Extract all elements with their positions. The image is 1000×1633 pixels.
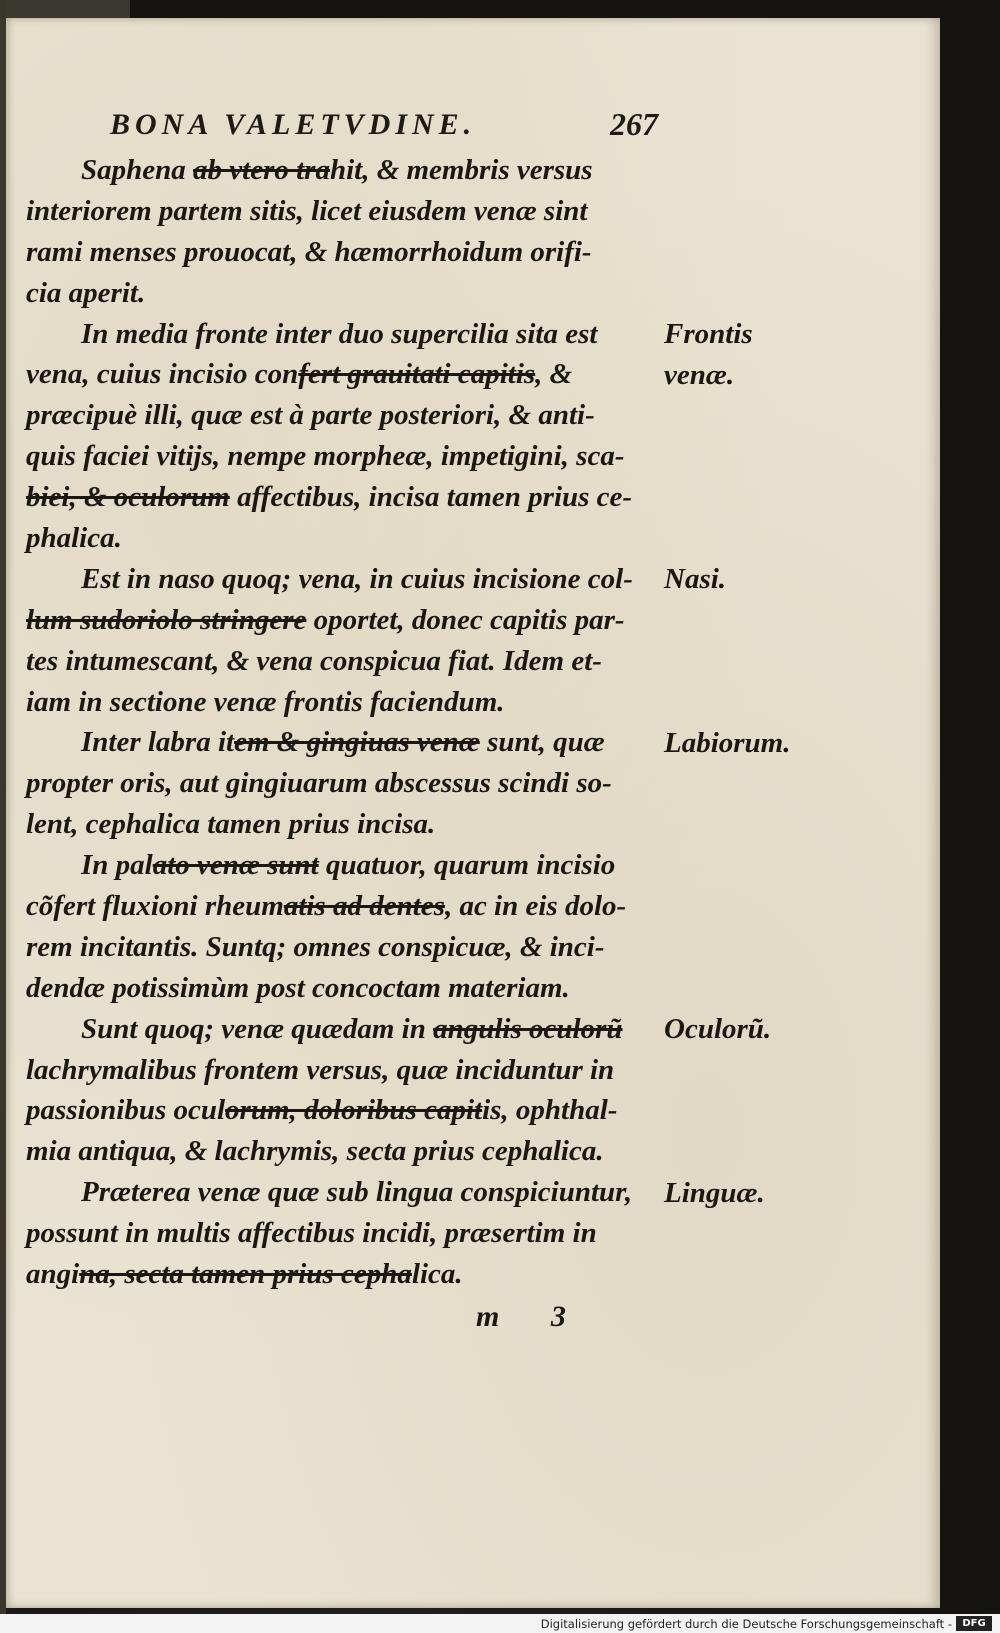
- page-number: 267: [610, 106, 658, 142]
- text-line: [26, 477, 666, 518]
- text-line: [26, 1050, 666, 1091]
- line-text: præcipuè illi, quæ est à parte posteriori, & anti-: [26, 399, 595, 432]
- line-text: tes intumescant, & vena conspicua fiat. Idem et-: [26, 644, 602, 677]
- struck-text: em & gingiuas venæ: [234, 726, 480, 759]
- struck-text: ab vtero tra: [193, 154, 330, 186]
- line-text: mia antiqua, & lachrymis, secta prius cephalica.: [26, 1135, 604, 1168]
- line-text: , &: [535, 358, 573, 391]
- scan-tab: [0, 0, 130, 18]
- line-text: interiorem partem sitis, licet eiusdem venæ sint: [26, 194, 588, 227]
- running-title: BONA VALETVDINE.: [110, 108, 477, 141]
- text-line: [26, 395, 666, 436]
- margin-note: Linguæ.: [664, 1176, 765, 1209]
- line-text: is, ophthal-: [482, 1094, 618, 1127]
- text-line: [26, 354, 666, 395]
- text-line: [26, 436, 666, 477]
- margin-note: Nasi.: [664, 563, 727, 595]
- line-text: cia aperit.: [26, 276, 146, 309]
- text-line: [26, 1090, 666, 1131]
- line-text: In media fronte inter duo supercilia sita est: [81, 317, 598, 350]
- line-text: lachrymalibus frontem versus, quæ inciduntur in: [26, 1053, 615, 1086]
- text-line: [26, 232, 666, 273]
- scan-top-edge: [6, 0, 940, 18]
- line-text: angi: [26, 1258, 80, 1291]
- text-line: [26, 273, 666, 314]
- line-text: Præterea venæ quæ sub lingua conspiciuntur,: [81, 1176, 633, 1209]
- struck-text: fert grauitati capitis: [298, 358, 536, 391]
- line-text: Est in naso quoq; vena, in cuius incisione col-: [81, 562, 633, 595]
- text-line: [26, 682, 666, 723]
- text-line: [26, 927, 666, 968]
- struck-text: na, secta tamen prius cepha: [79, 1258, 412, 1291]
- text-line: [26, 804, 666, 845]
- text-line: [26, 1213, 666, 1254]
- line-text: lica.: [411, 1258, 463, 1291]
- struck-text: angulis oculorũ: [433, 1012, 623, 1045]
- line-text: vena, cuius incisio con: [26, 358, 299, 391]
- struck-text: lum sudoriolo stringere: [26, 603, 307, 636]
- line-text: Sunt quoq; venæ quædam in: [81, 1012, 434, 1045]
- line-text: affectibus, incisa tamen prius ce-: [229, 481, 633, 514]
- text-line: [26, 722, 666, 763]
- text-line: [26, 559, 666, 600]
- text-line: [26, 1131, 666, 1172]
- margin-note: Oculorũ.: [664, 1012, 772, 1045]
- margin-note: venæ.: [664, 358, 735, 391]
- line-text: rem incitantis. Suntq; omnes conspicuæ, & inci-: [26, 930, 605, 963]
- line-text: quatuor, quarum incisio: [318, 849, 616, 882]
- text-line: [26, 1254, 666, 1295]
- text-line: [26, 518, 666, 559]
- struck-text: biei, & oculorum: [26, 481, 230, 514]
- dfg-logo: DFG: [956, 1616, 992, 1631]
- footer-credit: Digitalisierung gefördert durch die Deutsche Forschungsgemeinschaft -: [540, 1617, 952, 1631]
- line-text: passionibus ocul: [26, 1094, 226, 1127]
- line-text: sunt, quæ: [479, 726, 605, 759]
- margin-note: Labiorum.: [664, 726, 791, 759]
- text-line: [26, 600, 666, 641]
- text-line: [26, 1009, 666, 1050]
- line-text: iam in sectione venæ frontis faciendum.: [26, 685, 505, 718]
- text-line: [26, 150, 666, 191]
- line-text: lent, cephalica tamen prius incisa.: [26, 808, 436, 841]
- line-text: In pal: [81, 849, 153, 882]
- struck-text: ato venæ sunt: [152, 849, 319, 882]
- text-line: [26, 1172, 666, 1213]
- line-text: rami menses prouocat, & hæmorrhoidum orifi-: [26, 235, 592, 268]
- text-line: [26, 968, 666, 1009]
- text-line: [26, 763, 666, 804]
- line-text: Saphena: [81, 154, 194, 186]
- text-line: [26, 314, 666, 355]
- text-line: [26, 886, 666, 927]
- line-text: cõfert fluxioni rheum: [26, 890, 284, 923]
- text-line: [26, 191, 666, 232]
- line-text: Inter labra it: [81, 726, 235, 759]
- signature-mark: m 3: [476, 1300, 588, 1333]
- line-text: dendæ potissimùm post concoctam materiam.: [26, 971, 570, 1004]
- line-text: possunt in multis affectibus incidi, præsertim in: [26, 1217, 597, 1250]
- text-line: [26, 845, 666, 886]
- struck-text: atis ad dentes: [283, 890, 445, 923]
- line-text: oportet, donec capitis par-: [306, 603, 625, 636]
- line-text: propter oris, aut gingiuarum abscessus scindi so-: [26, 767, 612, 800]
- margin-note: Frontis: [664, 317, 753, 350]
- line-text: phalica.: [26, 522, 122, 555]
- struck-text: orum, doloribus capit: [225, 1094, 483, 1127]
- text-line: [26, 641, 666, 682]
- line-text: quis faciei vitijs, nempe morpheæ, impetigini, sca-: [26, 440, 625, 473]
- line-text: hit, & membris versus: [329, 154, 593, 186]
- line-text: , ac in eis dolo-: [444, 890, 627, 923]
- body-text: [26, 150, 666, 1295]
